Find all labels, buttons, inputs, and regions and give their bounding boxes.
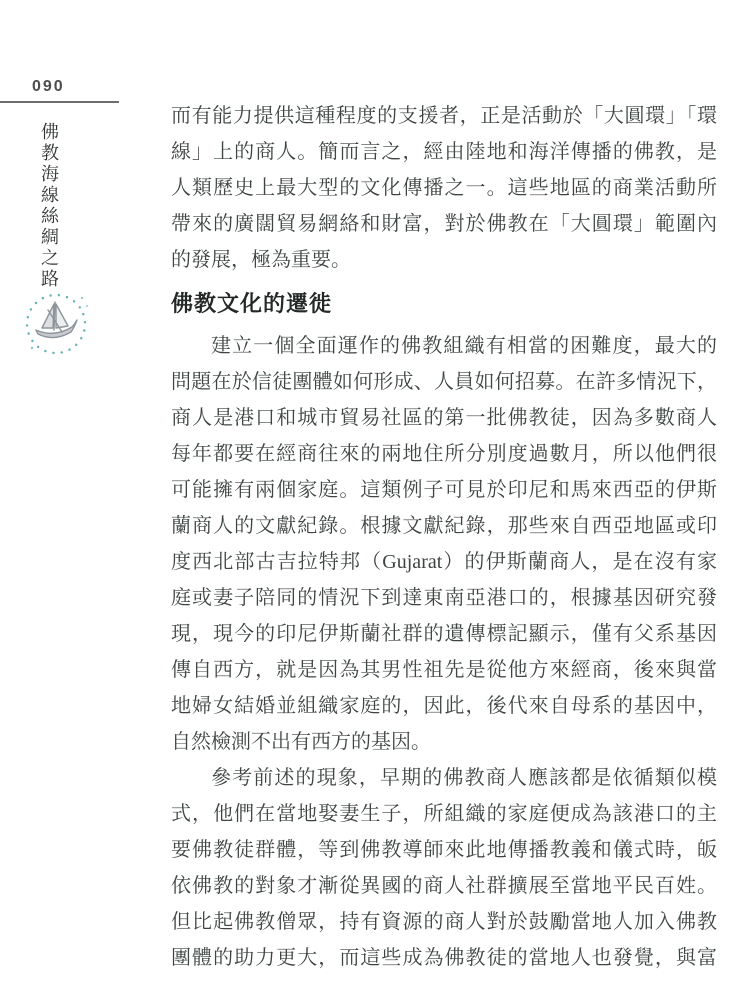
text-line: 的發展，極為重要。 [171,249,351,271]
sailboat-icon [18,286,96,364]
text-line: 每年都要在經商往來的兩地住所分別度過數月，所以他們很 [171,443,717,465]
text-line: 自然檢測不出有西方的基因。 [171,731,431,753]
text-line: 問題在於信徒團體如何形成、人員如何招募。在許多情況下， [171,371,717,393]
text-line: 團體的助力更大，而這些成為佛教徒的當地人也發覺，與富 [171,947,717,969]
text-line: 人類歷史上最大型的文化傳播之一。這些地區的商業活動所 [171,177,717,199]
text-line: 傳自西方，就是因為其男性祖先是從他方來經商，後來與當 [171,659,717,681]
page-number-rule [0,101,119,103]
ship-emblem [18,286,96,364]
text-line: 而有能力提供這種程度的支援者，正是活動於「大圓環」「環 [171,105,717,127]
paragraph [171,328,717,760]
text-line: 依佛教的對象才漸從異國的商人社群擴展至當地平民百姓。 [171,875,717,897]
section-heading: 佛教文化的遷徙 [171,291,333,316]
text-line: 線」上的商人。簡而言之，經由陸地和海洋傳播的佛教，是 [171,141,717,163]
text-line: 可能擁有兩個家庭。這類例子可見於印尼和馬來西亞的伊斯 [171,479,717,501]
book-title-vertical: 佛教海線絲綢之路 [39,122,59,290]
text-line: 式，他們在當地娶妻生子，所組織的家庭便成為該港口的主 [171,803,717,825]
text-line: 現，現今的印尼伊斯蘭社群的遺傳標記顯示，僅有父系基因 [171,623,717,645]
text-line: 商人是港口和城市貿易社區的第一批佛教徒，因為多數商人 [171,407,717,429]
text-line: 但比起佛教僧眾，持有資源的商人對於鼓勵當地人加入佛教 [171,911,717,933]
text-line: 度西北部古吉拉特邦（Gujarat）的伊斯蘭商人，是在沒有家 [171,551,717,573]
page-number: 090 [32,78,65,95]
text-line: 庭或妻子陪同的情況下到達東南亞港口的，根據基因研究發 [171,587,717,609]
text-line: 建立一個全面運作的佛教組織有相當的困難度，最大的 [211,335,717,357]
text-column [171,98,717,976]
text-line: 地婦女結婚並組織家庭的，因此，後代來自母系的基因中， [171,695,717,717]
text-line: 帶來的廣闊貿易網絡和財富，對於佛教在「大圓環」範圍內 [171,213,717,235]
text-line: 參考前述的現象，早期的佛教商人應該都是依循類似模 [211,767,717,789]
paragraph [171,760,717,976]
text-line: 蘭商人的文獻紀錄。根據文獻紀錄，那些來自西亞地區或印 [171,515,717,537]
paragraph-continuation [171,98,717,278]
text-line: 要佛教徒群體，等到佛教導師來此地傳播教義和儀式時，皈 [171,839,717,861]
